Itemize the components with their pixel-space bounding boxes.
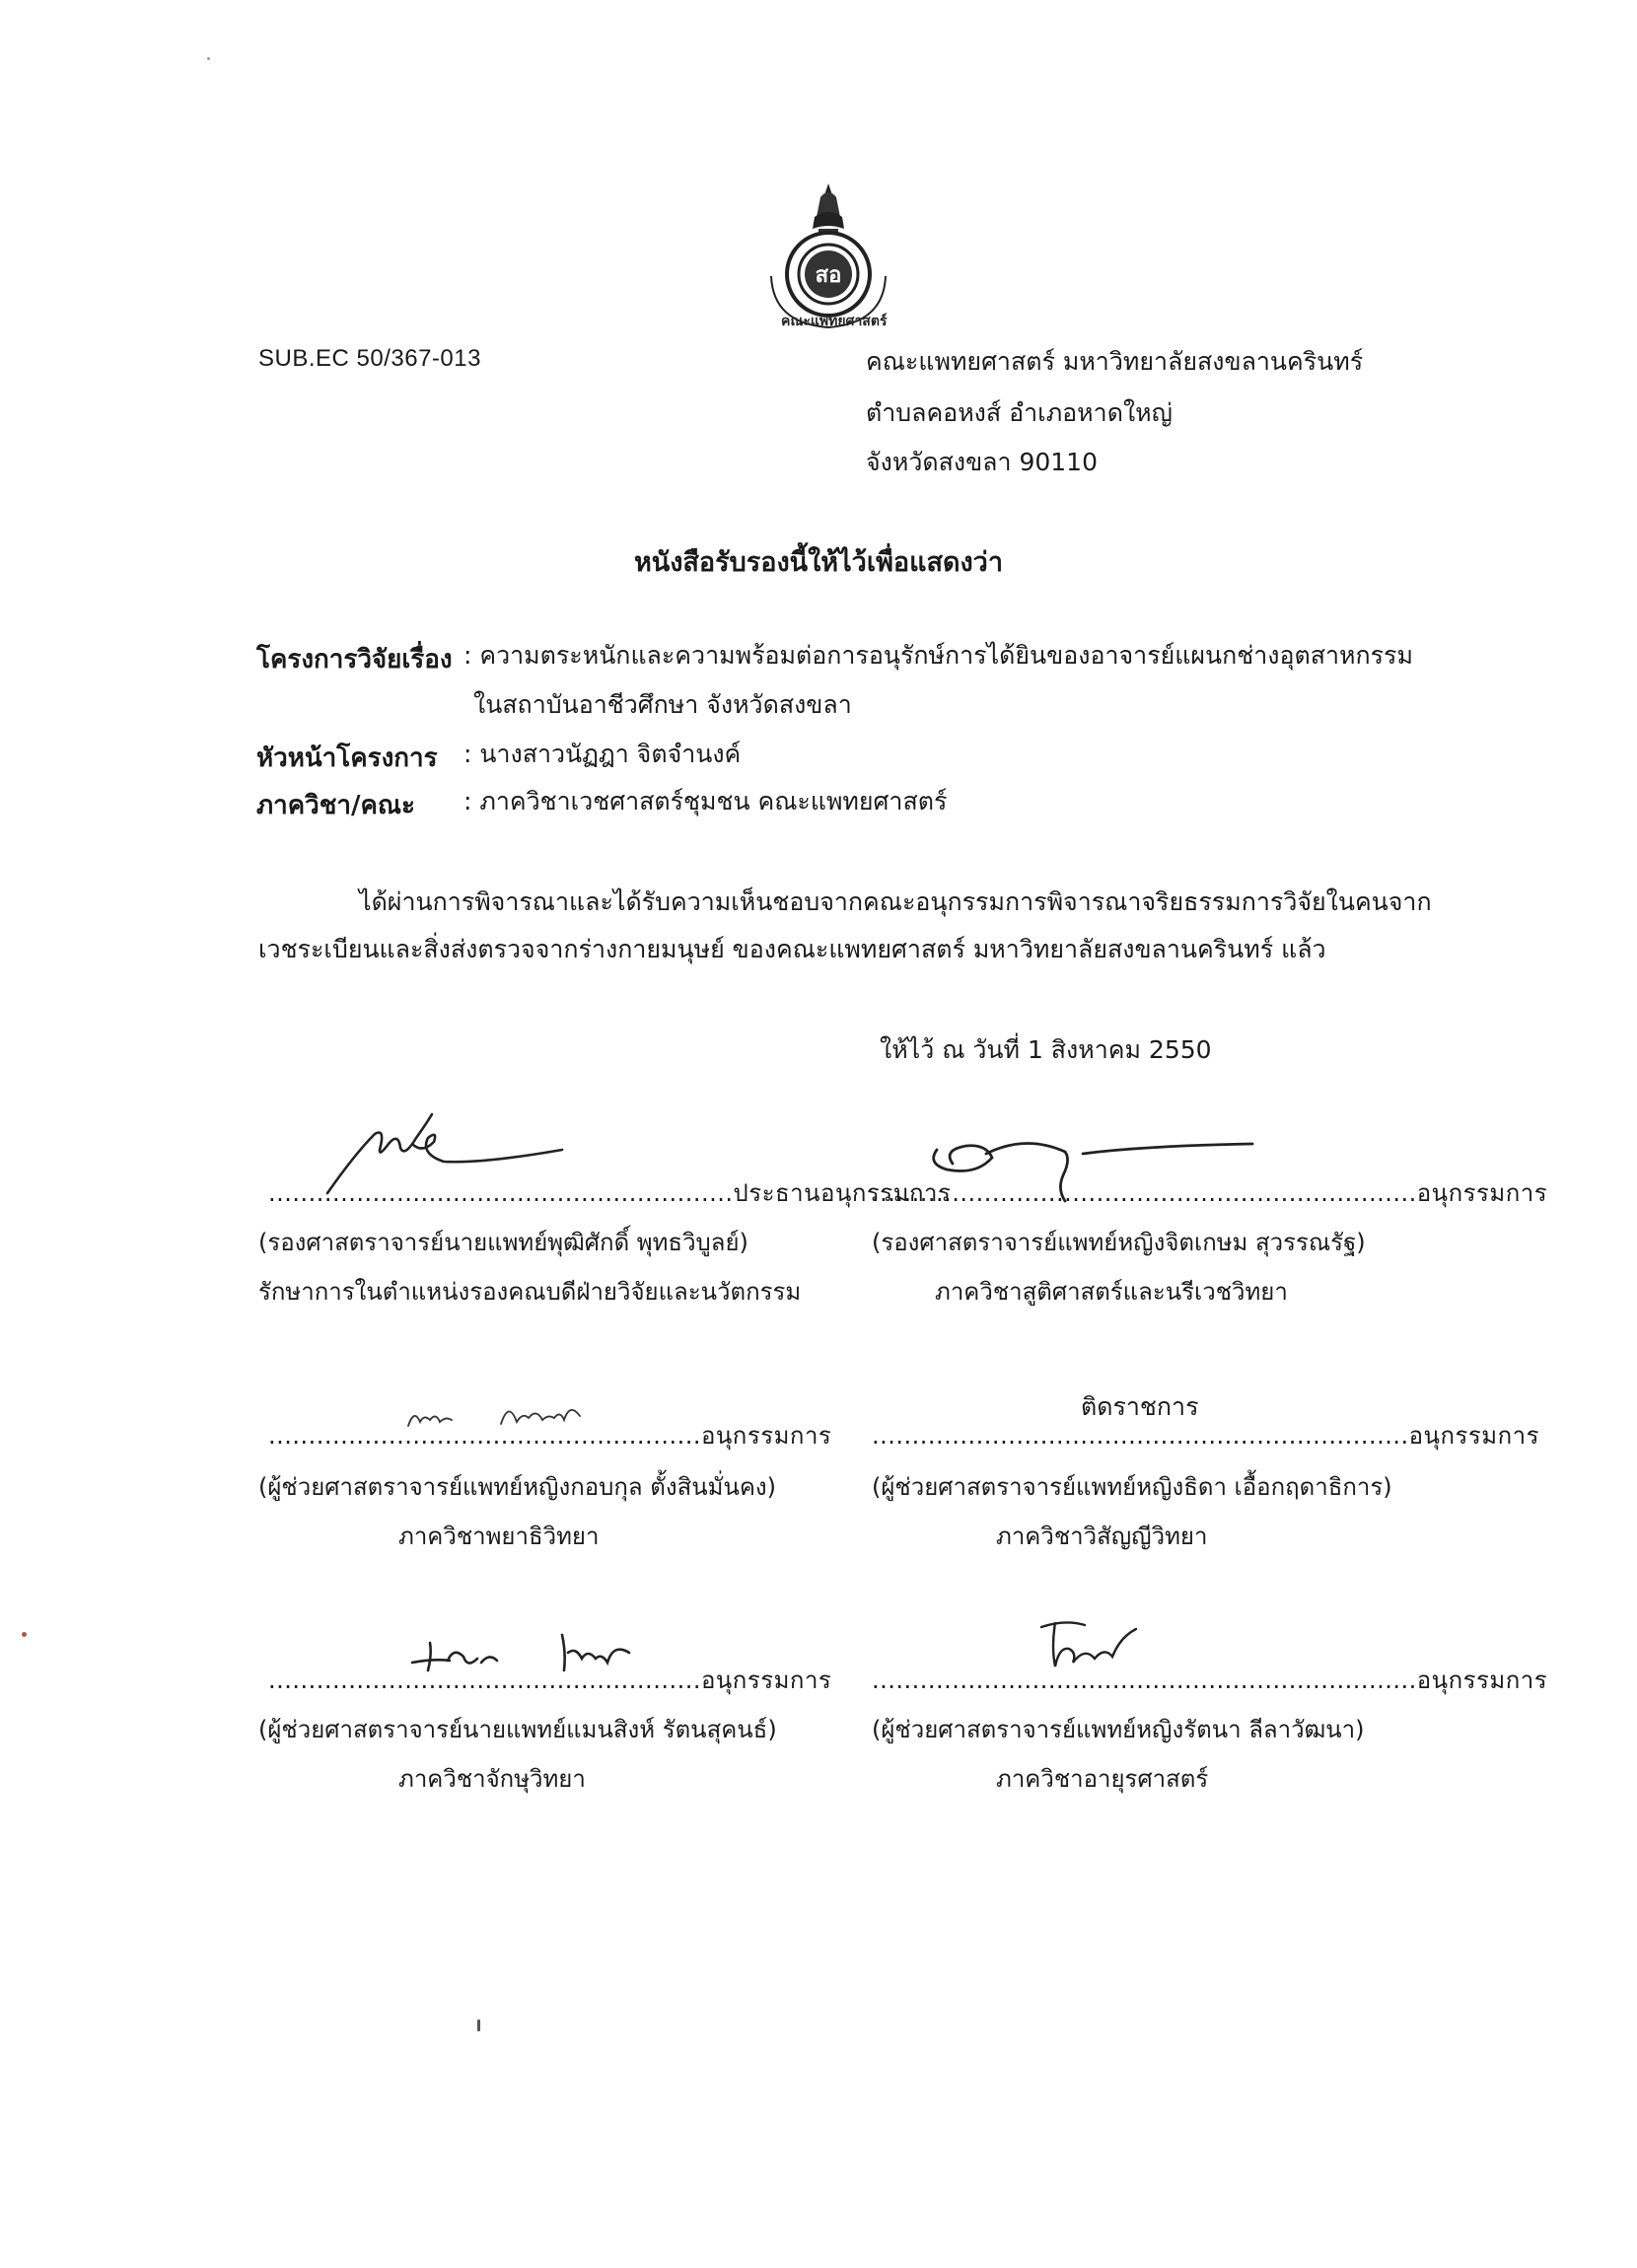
signatory-title-3: ภาควิชาพยาธิวิทยา [398,1523,600,1550]
signature-line-3: ......................................................อนุกรรมการ [268,1422,832,1450]
signature-line-4: ...................................................................อนุกรรมการ [872,1422,1539,1450]
signatory-title-1: รักษาการในตำแหน่งรองคณบดีฝ่ายวิจัยและนวัตกรรม [258,1278,802,1306]
project-value-line-2: ในสถาบันอาชีวศึกษา จังหวัดสงขลา [473,690,852,719]
reference-number: SUB.EC 50/367-013 [258,345,481,372]
signatory-title-4: ภาควิชาวิสัญญีวิทยา [996,1523,1208,1550]
department-value: : ภาควิชาเวชศาสตร์ชุมชน คณะแพทยศาสตร์ [463,787,948,815]
signature-line-2: ....................................................................อนุกรรมการ [872,1179,1548,1207]
signatory-name-2: (รองศาสตราจารย์แพทย์หญิงจิตเกษม สุวรรณรัฐ) [872,1229,1366,1256]
signatory-name-6: (ผู้ช่วยศาสตราจารย์แพทย์หญิงรัตนา ลีลาวัฒนา) [872,1716,1365,1743]
body-line-1: ได้ผ่านการพิจารณาและได้รับความเห็นชอบจากคณะอนุกรรมการพิจารณาจริยธรรมการวิจัยในคนจาก [359,887,1432,916]
scan-speck [22,1632,27,1637]
department-label: ภาควิชา/คณะ [256,791,415,820]
certificate-title: หนังสือรับรองนี้ให้ไว้เพื่อแสดงว่า [633,547,1004,578]
issued-date: ให้ไว้ ณ วันที่ 1 สิงหาคม 2550 [880,1035,1212,1064]
signatory-title-5: ภาควิชาจักษุวิทยา [398,1765,586,1793]
signatory-title-2: ภาควิชาสูติศาสตร์และนรีเวชวิทยา [935,1278,1288,1306]
signature-line-6: ....................................................................อนุกรรมการ [872,1666,1548,1694]
project-value-line-1: : ความตระหนักและความพร้อมต่อการอนุรักษ์การได้ยินของอาจารย์แผนกช่างอุตสาหกรรม [463,641,1413,670]
address-line-2: ตำบลคอหงส์ อำเภอหาดใหญ่ [866,398,1173,427]
address-line-3: จังหวัดสงขลา 90110 [866,448,1098,476]
project-head-value: : นางสาวนัฏฎา จิตจำนงค์ [463,740,742,768]
signatory-name-3: (ผู้ช่วยศาสตราจารย์แพทย์หญิงกอบกุล ตั้งสินมั่นคง) [258,1473,776,1501]
project-head-label: หัวหน้าโครงการ [256,744,438,773]
scan-speck [207,57,210,60]
scan-speck [477,2020,480,2031]
signature-line-5: ......................................................อนุกรรมการ [268,1666,832,1694]
signatory-name-1: (รองศาสตราจารย์นายแพทย์พุฒิศักดิ์ พุทธวิบูลย์) [258,1229,748,1256]
address-line-1: คณะแพทยศาสตร์ มหาวิทยาลัยสงขลานครินทร์ [866,347,1364,376]
faculty-seal-icon [749,177,907,335]
signature-line-1: ..........................................................ประธานอนุกรรมการ [268,1179,952,1207]
signatory-title-6: ภาควิชาอายุรศาสตร์ [996,1765,1209,1793]
signatory-name-4: (ผู้ช่วยศาสตราจารย์แพทย์หญิงธิดา เอื้อกฤดาธิการ) [872,1473,1392,1501]
body-line-2: เวชระเบียนและสิ่งส่งตรวจจากร่างกายมนุษย์ ของคณะแพทยศาสตร์ มหาวิทยาลัยสงขลานครินทร์ แล้ว [258,935,1326,963]
signatory-note-4: ติดราชการ [1081,1392,1199,1421]
svg-text:สอ: สอ [815,263,842,288]
signatory-name-5: (ผู้ช่วยศาสตราจารย์นายแพทย์แมนสิงห์ รัตนสุคนธ์) [258,1716,777,1743]
seal-text: คณะแพทยศาสตร์ [781,314,888,329]
project-label: โครงการวิจัยเรื่อง [256,645,453,674]
